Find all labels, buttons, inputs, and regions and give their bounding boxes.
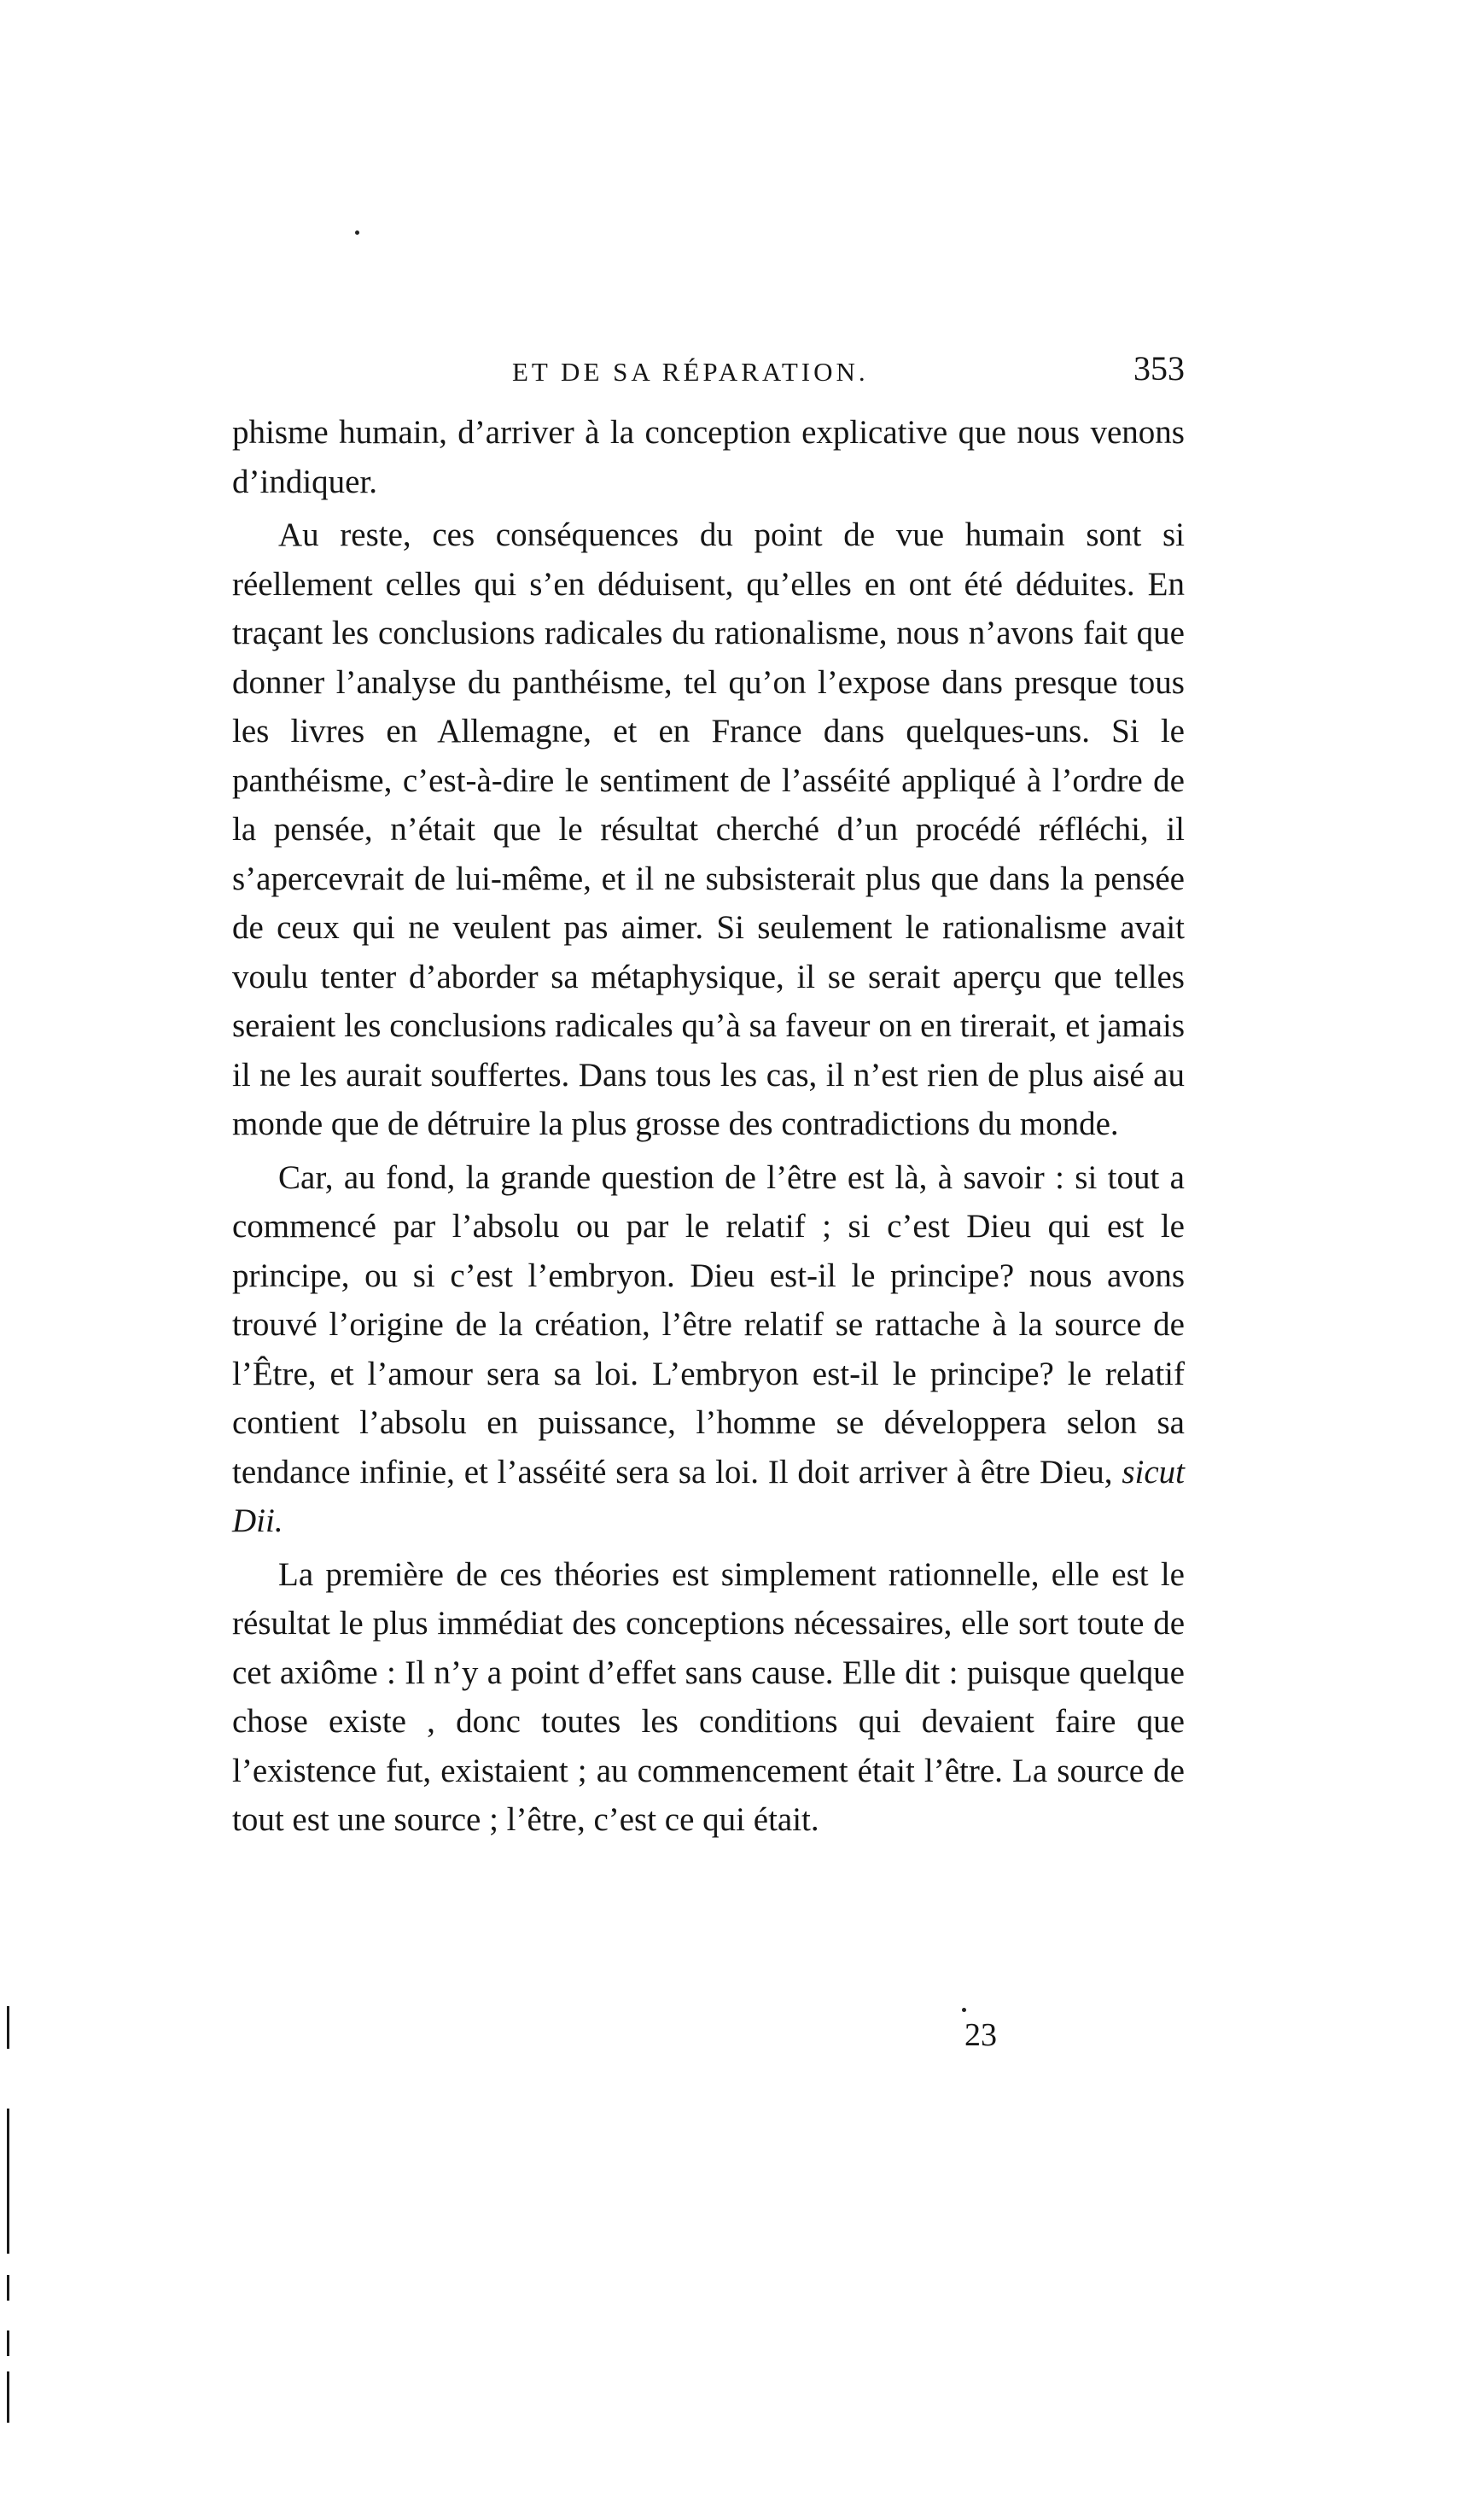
page-number: 353	[1133, 349, 1185, 388]
scan-edge-line	[7, 2006, 9, 2049]
running-head: ET DE SA RÉPARATION.	[512, 357, 869, 387]
scan-edge-line	[7, 2330, 9, 2356]
body-text	[232, 408, 1185, 1849]
paragraph-2: Au reste, ces conséquences du point de vue humain sont si réellement celles qui s’en déduisent, qu’elles en ont été déduites. En traçant les conclusions radicales du rationalisme, nous n’avons fait que donner l’analyse du panthéisme, tel qu’on l’expose dans presque tous les livres en Allemagne, et en France dans quelques-uns. Si le panthéisme, c’est-à-dire le sentiment de l’asséité appliqué à l’ordre de la pensée, n’était que le résultat cherché d’un procédé réfléchi, il s’apercevrait de lui-même, et il ne subsisterait plus que dans la pensée de ceux qui ne veulent pas aimer. Si seulement le rationalisme avait voulu tenter d’aborder sa métaphysique, il se serait aperçu que telles seraient les conclusions radicales qu’à sa faveur on en tirerait, et jamais il ne les aurait souffertes. Dans tous les cas, il n’est rien de plus aisé au monde que de détruire la plus grosse des contradictions du monde.	[232, 516, 1185, 1142]
scan-speck	[355, 230, 359, 235]
scan-edge-line	[7, 2109, 9, 2254]
scan-edge-line	[7, 2275, 9, 2301]
paragraph-3	[232, 1153, 1185, 1546]
paragraph-4: La première de ces théories est simplement rationnelle, elle est le résultat le plus immédiat des conceptions nécessaires, elle sort toute de cet axiôme : Il n’y a point d’effet sans cause. Elle dit : puisque quelque chose existe , donc toutes les conditions qui devaient faire que l’existence fut, existaient ; au commencement était l’être. La source de tout est une source ; l’être, c’est ce qui était.	[232, 1555, 1185, 1838]
paragraph-1: phisme humain, d’arriver à la conception explicative que nous venons d’indiquer.	[232, 414, 1185, 500]
paragraph-3-text: Car, au fond, la grande question de l’être est là, à savoir : si tout a commencé par l’absolu ou par le relatif ; si c’est Dieu qui est le principe, ou si c’est l’embryon. Dieu est-il le principe? nous avons trouvé l’origine de la création, l’être relatif se rattache à la source de l’Être, et l’amour sera sa loi. L’embryon est-il le principe? le relatif contient l’absolu en puissance, l’homme se développera selon sa tendance infinie, et l’asséité sera sa loi. Il doit arriver à être Dieu,	[232, 1158, 1185, 1490]
page-header	[232, 348, 1185, 400]
scan-speck	[962, 2008, 966, 2012]
signature-mark: 23	[964, 2017, 997, 2053]
latin-phrase: sicut Dii.	[232, 1453, 1185, 1539]
scan-edge-line	[7, 2371, 9, 2423]
